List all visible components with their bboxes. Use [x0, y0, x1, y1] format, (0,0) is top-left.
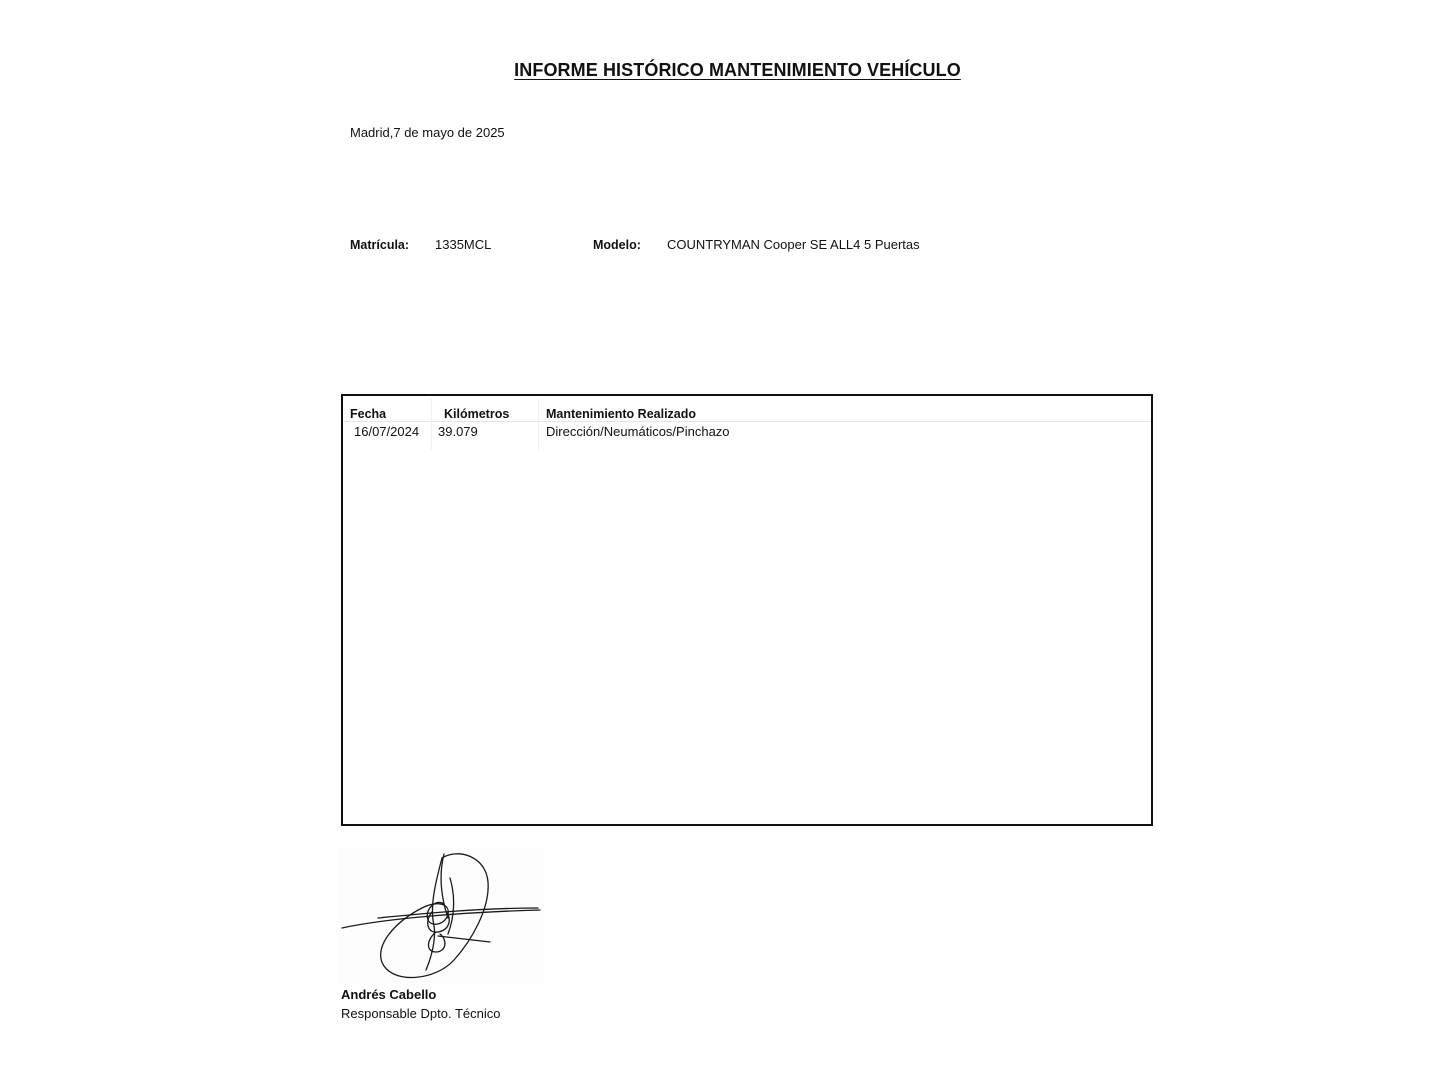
signer-role: Responsable Dpto. Técnico [341, 1006, 501, 1021]
cell-fecha: 16/07/2024 [354, 424, 420, 439]
header-kilometros: Kilómetros [444, 407, 510, 421]
cell-mantenimiento: Dirección/Neumáticos/Pinchazo [546, 424, 730, 439]
report-title: INFORME HISTÓRICO MANTENIMIENTO VEHÍCULO [514, 60, 961, 80]
header-mantenimiento: Mantenimiento Realizado [546, 407, 697, 421]
model-label: Modelo: [593, 238, 641, 252]
table-header-divider [343, 421, 1151, 422]
maintenance-table [341, 394, 1153, 826]
plate-value: 1335MCL [435, 237, 492, 252]
cell-kilometros: 39.079 [438, 424, 478, 439]
report-date: Madrid,7 de mayo de 2025 [350, 125, 505, 140]
header-fecha: Fecha [350, 407, 387, 421]
model-value: COUNTRYMAN Cooper SE ALL4 5 Puertas [667, 237, 920, 252]
plate-label: Matrícula: [350, 238, 410, 252]
column-separator [538, 398, 539, 450]
column-separator [431, 398, 432, 450]
signer-name: Andrés Cabello [341, 987, 437, 1002]
signature-image [338, 848, 544, 984]
